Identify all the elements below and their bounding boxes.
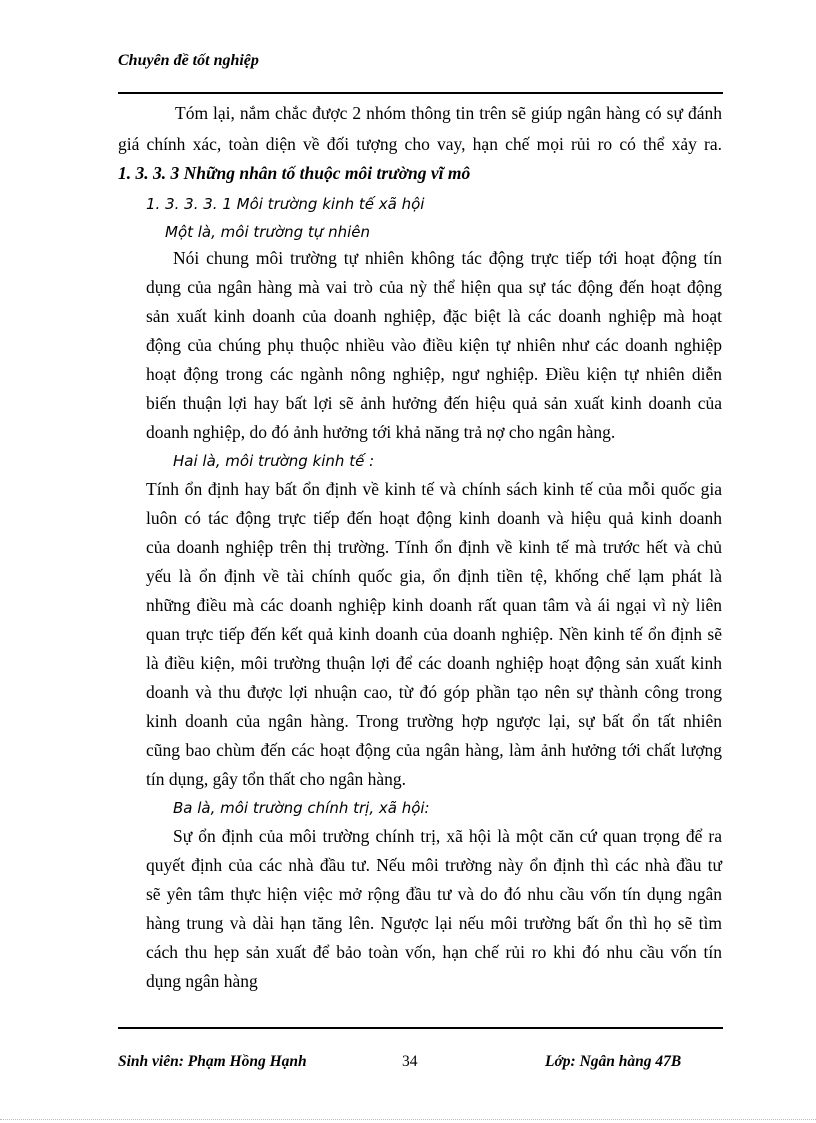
header-title: Chuyên đề tốt nghiệp xyxy=(118,52,259,69)
para1-line-2: giá chính xác, toàn diện về đối tượng cho vay, hạn chế mọi rủi ro có thể xảy ra. xyxy=(118,134,722,154)
kinhte-line-5: những điều mà các doanh nghiệp kinh doanh rất quan tâm và ái ngại vì nỳ liên xyxy=(146,595,722,615)
footer-class: Lớp: Ngân hàng 47B xyxy=(545,1053,682,1070)
kinhte-line-9: kinh doanh của ngân hàng. Trong trường hợp ngược lại, sự bất ổn tất nhiên xyxy=(146,711,722,731)
chinhtri-line-2: quyết định của các nhà đầu tư. Nếu môi trường này ổn định thì các nhà đầu tư xyxy=(146,855,722,875)
chinhtri-line-1: Sự ổn định của môi trường chính trị, xã hội là một căn cứ quan trọng để ra xyxy=(173,826,722,846)
kinhte-line-6: quan trực tiếp đến kết quả kinh doanh của doanh nghiệp. Nền kinh tế ổn định sẽ xyxy=(146,624,722,644)
tunhien-line-7: doanh nghiệp, do đó ảnh hưởng tới khả năng trả nợ cho ngân hàng. xyxy=(146,422,616,442)
footer-student: Sinh viên: Phạm Hồng Hạnh xyxy=(118,1053,307,1070)
footer-page-number: 34 xyxy=(402,1053,418,1070)
subheading-tu-nhien: Một là, môi trường tự nhiên xyxy=(165,223,370,241)
header-rule xyxy=(118,92,723,94)
tunhien-line-1: Nói chung môi trường tự nhiên không tác động trực tiếp tới hoạt động tín xyxy=(173,248,722,268)
page-edge xyxy=(0,1119,816,1120)
chinhtri-line-4: hàng trung và dài hạn tăng lên. Ngược lại nếu môi trường bất ổn thì họ sẽ tìm xyxy=(146,913,722,933)
kinhte-line-4: yếu là ổn định về tài chính quốc gia, ổn định tiền tệ, khống chế lạm phát là xyxy=(146,566,722,586)
subheading-kinh-te: Hai là, môi trường kinh tế : xyxy=(173,452,375,470)
chinhtri-line-6: dụng ngân hàng xyxy=(146,971,258,991)
kinhte-line-11: tín dụng, gây tổn thất cho ngân hàng. xyxy=(146,769,407,789)
footer-rule xyxy=(118,1027,723,1029)
tunhien-line-3: sản xuất kinh doanh của doanh nghiệp, đặc biệt là các doanh nghiệp mà hoạt xyxy=(146,306,722,326)
tunhien-line-5: hoạt động trong các ngành nông nghiệp, ngư nghiệp. Điều kiện tự nhiên diễn xyxy=(146,364,722,384)
kinhte-line-8: doanh và thu được lợi nhuận cao, từ đó góp phần tạo nên sự thành công trong xyxy=(146,682,722,702)
kinhte-line-1: Tính ổn định hay bất ổn định về kinh tế và chính sách kinh tế của mỗi quốc gia xyxy=(146,479,722,499)
chinhtri-line-3: sẽ yên tâm thực hiện việc mở rộng đầu tư và do đó nhu cầu vốn tín dụng ngân xyxy=(146,884,722,904)
chinhtri-line-5: cách thu hẹp sản xuất để bảo toàn vốn, hạn chế rủi ro khi đó nhu cầu vốn tín xyxy=(146,942,722,962)
para1-line-1: Tóm lại, nắm chắc được 2 nhóm thông tin trên sẽ giúp ngân hàng có sự đánh xyxy=(175,103,722,123)
kinhte-line-3: của doanh nghiệp trên thị trường. Tính ổn định về kinh tế mà trước hết và chủ xyxy=(146,537,722,557)
tunhien-line-2: dụng của ngân hàng mà vai trò của nỳ thể hiện qua sự tác động đến hoạt động xyxy=(146,277,722,297)
kinhte-line-7: là điều kiện, môi trường thuận lợi để các doanh nghiệp hoạt động sản xuất kinh xyxy=(146,653,722,673)
heading-1333: 1. 3. 3. 3 Những nhân tố thuộc môi trường vĩ mô xyxy=(118,163,471,183)
heading-13331: 1. 3. 3. 3. 1 Môi trường kinh tế xã hội xyxy=(146,195,425,213)
tunhien-line-6: biến thuận lợi hay bất lợi sẽ ảnh hưởng đến hiệu quả sản xuất kinh doanh của xyxy=(146,393,722,413)
kinhte-line-2: luôn có tác động trực tiếp đến hoạt động kinh doanh và hiệu quả kinh doanh xyxy=(146,508,722,528)
tunhien-line-4: động của chúng phụ thuộc nhiều vào điều kiện tự nhiên như các doanh nghiệp xyxy=(146,335,722,355)
subheading-chinh-tri: Ba là, môi trường chính trị, xã hội: xyxy=(173,799,430,817)
kinhte-line-10: cũng bao chùm đến các hoạt động của ngân hàng, làm ảnh hưởng tới chất lượng xyxy=(146,740,722,760)
